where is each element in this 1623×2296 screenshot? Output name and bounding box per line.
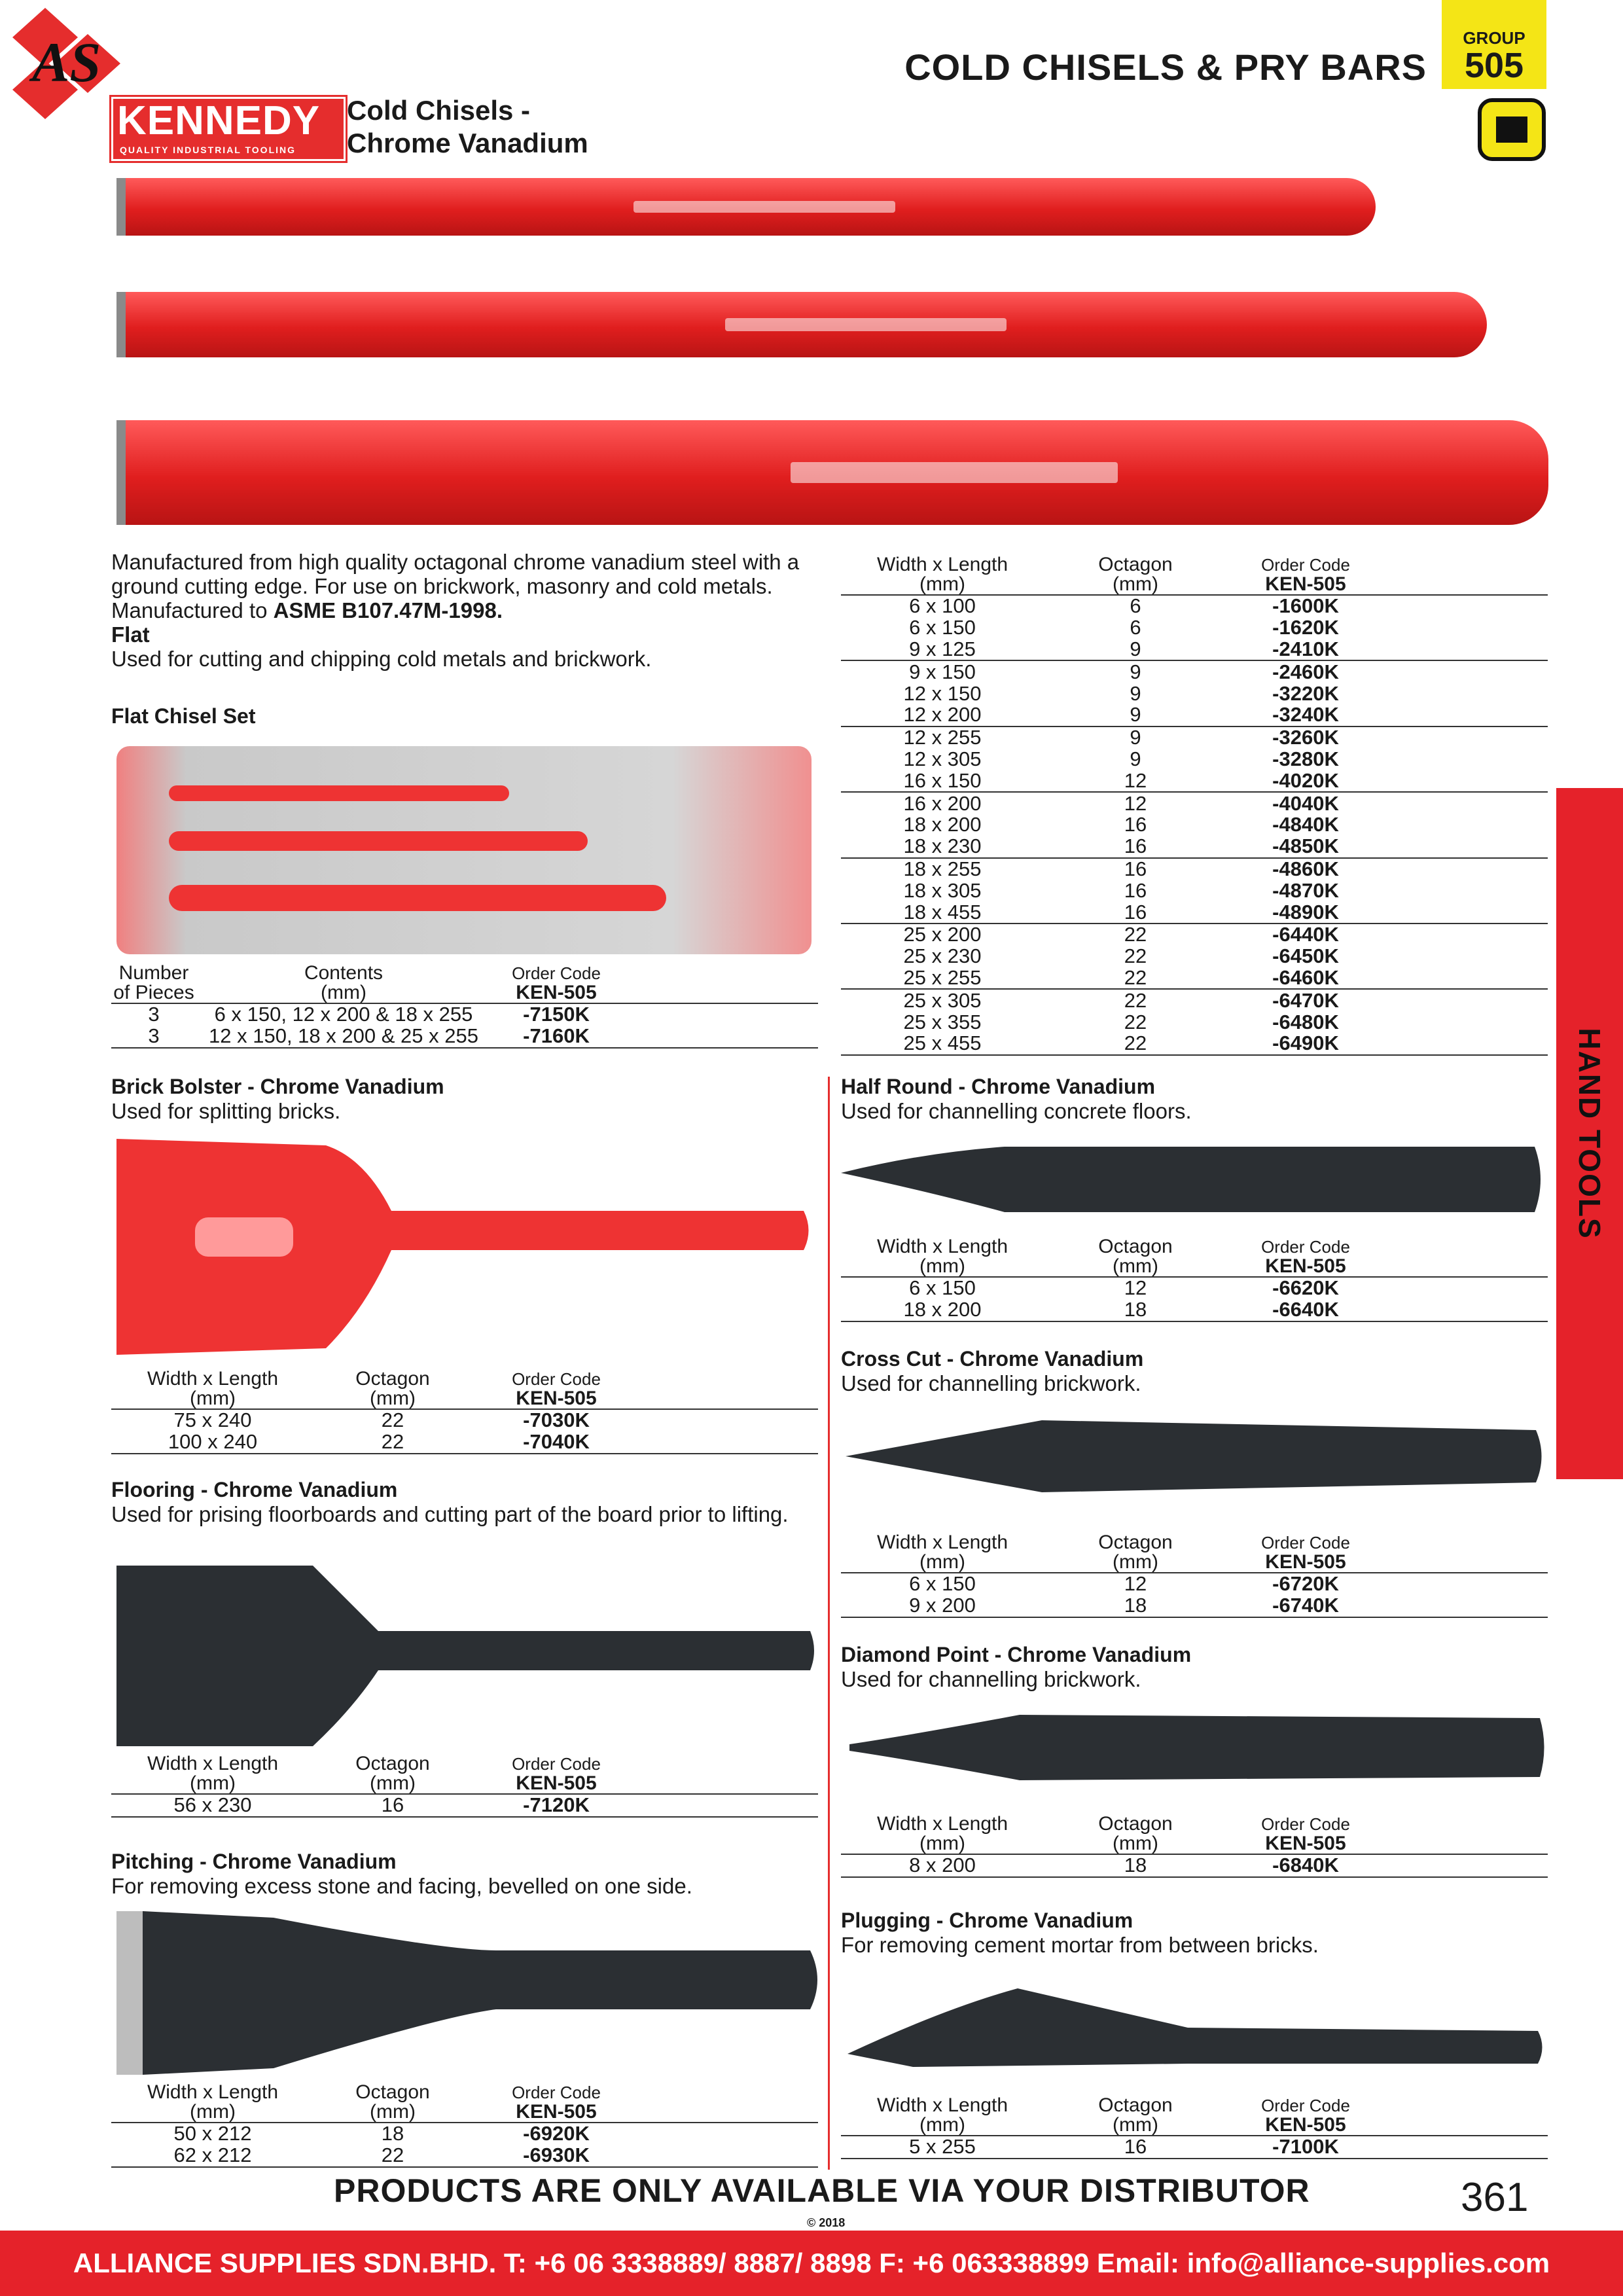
column-header (1384, 1237, 1548, 1277)
column-header: Width x Length (mm) (876, 2094, 1008, 2136)
table-cell: 75 x 240 (173, 1408, 252, 1432)
table-cell: 12 (1124, 1572, 1147, 1596)
table-spacer (1384, 1573, 1548, 1595)
order-code-cell: -4870K (1272, 878, 1339, 902)
table-spacer (1384, 639, 1548, 661)
half-round-chisel-image (841, 1147, 1544, 1212)
table-row (111, 1431, 818, 1454)
product-title-line2: Chrome Vanadium (347, 128, 588, 158)
table-spacer (1384, 1277, 1548, 1299)
group-label: GROUP (1463, 28, 1525, 48)
table-row (841, 989, 1548, 1011)
column-header: Contents (mm) (304, 962, 383, 1003)
order-code-cell: -6840K (1272, 1854, 1339, 1877)
table-cell: 8 x 200 (909, 1854, 976, 1877)
table-row (841, 901, 1548, 924)
order-code-cell: -7150K (523, 1003, 590, 1026)
order-code-cell: -6740K (1272, 1594, 1339, 1617)
table-cell: 100 x 240 (168, 1430, 258, 1454)
flat-chisel-image-medium (116, 292, 1487, 357)
table-cell: 22 (1124, 988, 1147, 1012)
table-cell: 25 x 355 (903, 1010, 982, 1033)
table-spacer (1384, 1033, 1548, 1055)
flooring-title: Flooring - Chrome Vanadium (111, 1478, 398, 1501)
table-spacer (622, 1026, 818, 1048)
table-row (841, 749, 1548, 770)
table-cell: 9 x 200 (909, 1594, 976, 1617)
order-code-cell: -6460K (1272, 965, 1339, 989)
order-code-cell: -1620K (1272, 616, 1339, 639)
order-code-cell: -4850K (1272, 834, 1339, 858)
table-cell: 16 (1124, 878, 1147, 902)
table-row (841, 617, 1548, 639)
table-cell: 18 (1124, 1854, 1147, 1877)
table-cell: 12 x 150, 18 x 200 & 25 x 255 (209, 1024, 478, 1048)
order-code-cell: -6440K (1272, 923, 1339, 946)
table-spacer (1384, 726, 1548, 749)
order-code-cell: -4860K (1272, 857, 1339, 880)
table-row (841, 660, 1548, 683)
column-header: Order Code KEN-505 (1261, 1237, 1350, 1277)
flat-chisel-table (841, 555, 1548, 1056)
diamond-point-rows (841, 1854, 1548, 1877)
hand-tools-side-tab (1556, 788, 1623, 1479)
plugging-description: For removing cement mortar from between bricks. (841, 1933, 1319, 1957)
table-cell: 62 x 212 (173, 2144, 252, 2167)
table-cell: 16 (1124, 834, 1147, 858)
table-spacer (1384, 749, 1548, 770)
pitching-rows (111, 2123, 818, 2167)
table-row (841, 1033, 1548, 1055)
column-header: Octagon (mm) (1098, 1236, 1173, 1277)
intro-description: Manufactured from high quality octagonal chrome vanadium steel with a ground cutting edge. For use on brickwork, masonry and cold metals. Manufactured to (111, 550, 800, 622)
column-header (1384, 2096, 1548, 2136)
column-header (641, 2083, 818, 2123)
side-tab-label: HAND TOOLS (1573, 1028, 1607, 1240)
table-cell: 22 (1124, 1010, 1147, 1033)
table-spacer (1384, 901, 1548, 924)
column-header (1384, 1814, 1548, 1854)
flat-chisel-image-small (116, 178, 1376, 236)
column-header: Octagon (mm) (1098, 1532, 1173, 1573)
column-header (1384, 555, 1548, 595)
table-spacer (641, 2123, 818, 2145)
table-spacer (1384, 792, 1548, 814)
order-code-cell: -6490K (1272, 1031, 1339, 1055)
table-cell: 22 (381, 1408, 404, 1432)
diamond-point-title: Diamond Point - Chrome Vanadium (841, 1643, 1192, 1666)
flat-description: Used for cutting and chipping cold metals and brickwork. (111, 647, 652, 671)
table-row (841, 858, 1548, 880)
order-code-cell: -7120K (523, 1793, 590, 1817)
table-cell: 22 (1124, 965, 1147, 989)
column-header: Order Code KEN-505 (1261, 1814, 1350, 1854)
table-row (841, 704, 1548, 726)
contact-footer: ALLIANCE SUPPLIES SDN.BHD. T: +6 06 3338889/ 8887/ 8898 F: +6 063338899 Email: info@alliance-supplies.com (0, 2231, 1623, 2296)
table-row (841, 1299, 1548, 1321)
column-header (641, 1754, 818, 1794)
table-cell: 9 (1130, 637, 1141, 660)
table-spacer (1384, 836, 1548, 858)
group-badge (1442, 0, 1546, 89)
table-row (841, 1277, 1548, 1299)
column-header: Width x Length (mm) (876, 1236, 1008, 1277)
table-spacer (641, 2145, 818, 2167)
table-cell: 22 (1124, 944, 1147, 968)
order-code-cell: -6930K (523, 2144, 590, 2167)
table-cell: 16 (1124, 857, 1147, 880)
flooring-chisel-image (116, 1566, 817, 1746)
table-row (841, 946, 1548, 967)
column-header: Octagon (mm) (355, 1753, 430, 1794)
flat-chisel-rows (841, 595, 1548, 1055)
table-spacer (641, 1794, 818, 1817)
order-code-cell: -6480K (1272, 1010, 1339, 1033)
table-cell: 16 (1124, 2135, 1147, 2159)
table-cell: 12 (1124, 791, 1147, 815)
diamond-point-description: Used for channelling brickwork. (841, 1667, 1141, 1691)
column-header (1384, 1533, 1548, 1573)
table-cell: 3 (148, 1024, 160, 1048)
column-header: Octagon (mm) (1098, 554, 1173, 595)
order-code-cell: -4040K (1272, 791, 1339, 815)
order-code-cell: -3280K (1272, 747, 1339, 770)
table-cell: 9 (1130, 726, 1141, 749)
column-header: Width x Length (mm) (147, 1368, 279, 1409)
kennedy-logo (111, 97, 346, 161)
table-cell: 22 (381, 2144, 404, 2167)
table-row (841, 595, 1548, 617)
table-cell: 25 x 455 (903, 1031, 982, 1055)
group-number: 505 (1464, 46, 1524, 85)
table-cell: 9 (1130, 681, 1141, 705)
order-code-cell: -4890K (1272, 900, 1339, 924)
table-cell: 18 (1124, 1298, 1147, 1321)
half-round-description: Used for channelling concrete floors. (841, 1099, 1192, 1123)
order-code-cell: -4840K (1272, 813, 1339, 836)
table-cell: 18 x 255 (903, 857, 982, 880)
table-spacer (1384, 660, 1548, 683)
column-header: Octagon (mm) (1098, 1813, 1173, 1854)
table-spacer (622, 1003, 818, 1026)
table-cell: 9 (1130, 660, 1141, 683)
brick-bolster-title: Brick Bolster - Chrome Vanadium (111, 1075, 444, 1098)
plugging-rows (841, 2136, 1548, 2159)
pitching-title: Pitching - Chrome Vanadium (111, 1850, 397, 1873)
chisel-set-table (111, 963, 818, 1049)
table-cell: 6 x 150, 12 x 200 & 18 x 255 (214, 1003, 473, 1026)
table-cell: 9 x 125 (909, 637, 976, 660)
table-row (841, 792, 1548, 814)
order-code-cell: -4020K (1272, 768, 1339, 792)
cross-cut-title: Cross Cut - Chrome Vanadium (841, 1347, 1144, 1371)
page-title: COLD CHISELS & PRY BARS (904, 46, 1427, 88)
chisel-set-image (116, 746, 812, 954)
plugging-title: Plugging - Chrome Vanadium (841, 1909, 1133, 1932)
product-title-line1: Cold Chisels - (347, 95, 531, 126)
column-header: Order Code KEN-505 (512, 1754, 601, 1794)
flat-title: Flat (111, 622, 150, 647)
table-row (841, 683, 1548, 704)
table-row (841, 770, 1548, 792)
table-spacer (1384, 1595, 1548, 1617)
order-code-cell: -6920K (523, 2122, 590, 2145)
table-spacer (1384, 2136, 1548, 2159)
flooring-table (111, 1754, 818, 1818)
table-spacer (641, 1431, 818, 1454)
table-spacer (1384, 617, 1548, 639)
column-header: Width x Length (mm) (147, 2081, 279, 2123)
table-spacer (1384, 1011, 1548, 1033)
table-spacer (1384, 814, 1548, 836)
table-cell: 5 x 255 (909, 2135, 976, 2159)
table-cell: 12 (1124, 768, 1147, 792)
order-code-cell: -6640K (1272, 1298, 1339, 1321)
table-spacer (1384, 989, 1548, 1011)
cross-cut-rows (841, 1573, 1548, 1617)
table-cell: 12 x 150 (903, 681, 982, 705)
order-code-cell: -1600K (1272, 594, 1339, 618)
table-cell: 22 (1124, 1031, 1147, 1055)
order-code-cell: -3240K (1272, 703, 1339, 726)
diamond-point-chisel-image (849, 1715, 1546, 1780)
chisel-set-title: Flat Chisel Set (111, 704, 256, 728)
table-row (841, 814, 1548, 836)
column-header: Order Code KEN-505 (512, 1369, 601, 1409)
page-number: 361 (1461, 2175, 1529, 2220)
column-header: Width x Length (mm) (876, 1532, 1008, 1573)
table-cell: 56 x 230 (173, 1793, 252, 1817)
table-row (841, 836, 1548, 858)
brand-subtitle: QUALITY INDUSTRIAL TOOLING (120, 145, 296, 155)
table-row (111, 1026, 818, 1048)
order-code-cell: -3220K (1272, 681, 1339, 705)
copyright: © 2018 (807, 2216, 846, 2229)
table-spacer (1384, 967, 1548, 990)
table-cell: 6 x 150 (909, 616, 976, 639)
brand-name: KENNEDY (117, 98, 321, 143)
brick-bolster-rows (111, 1409, 818, 1454)
table-cell: 6 x 100 (909, 594, 976, 618)
table-cell: 16 x 150 (903, 768, 982, 792)
order-code-cell: -6620K (1272, 1276, 1339, 1300)
table-cell: 16 x 200 (903, 791, 982, 815)
table-spacer (1384, 595, 1548, 617)
table-cell: 18 x 200 (903, 813, 982, 836)
column-divider (828, 1077, 830, 2170)
table-row (841, 2136, 1548, 2159)
table-spacer (1384, 880, 1548, 901)
table-cell: 25 x 230 (903, 944, 982, 968)
brick-bolster-image (116, 1139, 813, 1355)
column-header: Width x Length (mm) (876, 1813, 1008, 1854)
half-round-rows (841, 1277, 1548, 1321)
chisel-set-rows (111, 1003, 818, 1048)
table-row (111, 2123, 818, 2145)
order-code-cell: -6470K (1272, 988, 1339, 1012)
order-code-cell: -3260K (1272, 726, 1339, 749)
order-code-cell: -6720K (1272, 1572, 1339, 1596)
table-cell: 16 (381, 1793, 404, 1817)
table-spacer (641, 1409, 818, 1431)
table-cell: 12 x 305 (903, 747, 982, 770)
column-header: Order Code KEN-505 (1261, 2096, 1350, 2136)
cross-cut-description: Used for channelling brickwork. (841, 1371, 1141, 1395)
order-code-cell: -2460K (1272, 660, 1339, 683)
table-cell: 18 (1124, 1594, 1147, 1617)
column-header: Order Code KEN-505 (512, 963, 601, 1003)
flat-chisel-image-large (116, 420, 1548, 525)
table-row (841, 1011, 1548, 1033)
table-row (841, 1573, 1548, 1595)
hand-tools-icon (1478, 98, 1546, 161)
intro-standard: ASME B107.47M-1998. (273, 598, 503, 622)
table-spacer (1384, 924, 1548, 946)
table-cell: 22 (1124, 923, 1147, 946)
column-header: Order Code KEN-505 (1261, 1533, 1350, 1573)
table-cell: 12 (1124, 1276, 1147, 1300)
table-cell: 9 x 150 (909, 660, 976, 683)
table-cell: 6 x 150 (909, 1572, 976, 1596)
order-code-cell: -7100K (1272, 2135, 1339, 2159)
table-spacer (1384, 683, 1548, 704)
table-spacer (1384, 770, 1548, 792)
table-cell: 50 x 212 (173, 2122, 252, 2145)
table-row (841, 924, 1548, 946)
table-row (841, 1595, 1548, 1617)
order-code-cell: -7040K (523, 1430, 590, 1454)
table-cell: 9 (1130, 703, 1141, 726)
table-cell: 18 x 305 (903, 878, 982, 902)
table-cell: 25 x 255 (903, 965, 982, 989)
pitching-table (111, 2083, 818, 2168)
pitching-description: For removing excess stone and facing, bevelled on one side. (111, 1874, 692, 1898)
column-header (622, 963, 818, 1003)
table-cell: 25 x 200 (903, 923, 982, 946)
intro-text (111, 550, 818, 671)
order-code-cell: -7030K (523, 1408, 590, 1432)
pitching-chisel-image (116, 1911, 823, 2075)
table-row (111, 1794, 818, 1817)
table-cell: 16 (1124, 813, 1147, 836)
cross-cut-chisel-image (846, 1420, 1546, 1492)
column-header: Octagon (mm) (355, 2081, 430, 2123)
table-cell: 6 x 150 (909, 1276, 976, 1300)
order-code-cell: -2410K (1272, 637, 1339, 660)
diamond-point-table (841, 1814, 1548, 1878)
half-round-title: Half Round - Chrome Vanadium (841, 1075, 1156, 1098)
column-header: Octagon (mm) (1098, 2094, 1173, 2136)
table-cell: 18 x 230 (903, 834, 982, 858)
table-cell: 3 (148, 1003, 160, 1026)
table-cell: 25 x 305 (903, 988, 982, 1012)
flooring-rows (111, 1794, 818, 1817)
table-row (841, 1854, 1548, 1877)
flooring-description: Used for prising floorboards and cutting part of the board prior to lifting. (111, 1502, 789, 1526)
brick-bolster-table (111, 1369, 818, 1454)
table-row (111, 2145, 818, 2167)
table-cell: 12 x 255 (903, 726, 982, 749)
cross-cut-table (841, 1533, 1548, 1618)
logo-text: AS (32, 31, 101, 94)
table-cell: 18 x 200 (903, 1298, 982, 1321)
table-spacer (1384, 1854, 1548, 1877)
table-row (111, 1409, 818, 1431)
column-header (641, 1369, 818, 1409)
table-row (111, 1003, 818, 1026)
table-cell: 6 (1130, 594, 1141, 618)
column-header: Order Code KEN-505 (512, 2083, 601, 2123)
table-cell: 22 (381, 1430, 404, 1454)
table-row (841, 880, 1548, 901)
table-cell: 18 x 455 (903, 900, 982, 924)
table-cell: 6 (1130, 616, 1141, 639)
product-title (347, 94, 588, 160)
table-row (841, 726, 1548, 749)
table-cell: 12 x 200 (903, 703, 982, 726)
column-header: Octagon (mm) (355, 1368, 430, 1409)
plugging-chisel-image (847, 1988, 1544, 2067)
table-row (841, 639, 1548, 661)
table-cell: 9 (1130, 747, 1141, 770)
order-code-cell: -6450K (1272, 944, 1339, 968)
table-spacer (1384, 946, 1548, 967)
column-header: Number of Pieces (113, 962, 194, 1003)
table-spacer (1384, 704, 1548, 726)
column-header: Width x Length (mm) (876, 554, 1008, 595)
table-cell: 16 (1124, 900, 1147, 924)
table-cell: 18 (381, 2122, 404, 2145)
order-code-cell: -7160K (523, 1024, 590, 1048)
column-header: Order Code KEN-505 (1261, 555, 1350, 595)
distributor-notice: PRODUCTS ARE ONLY AVAILABLE VIA YOUR DISTRIBUTOR (334, 2172, 1310, 2209)
half-round-table (841, 1237, 1548, 1322)
table-spacer (1384, 858, 1548, 880)
column-header: Width x Length (mm) (147, 1753, 279, 1794)
plugging-table (841, 2096, 1548, 2159)
brick-bolster-description: Used for splitting bricks. (111, 1099, 341, 1123)
table-spacer (1384, 1299, 1548, 1321)
table-row (841, 967, 1548, 990)
